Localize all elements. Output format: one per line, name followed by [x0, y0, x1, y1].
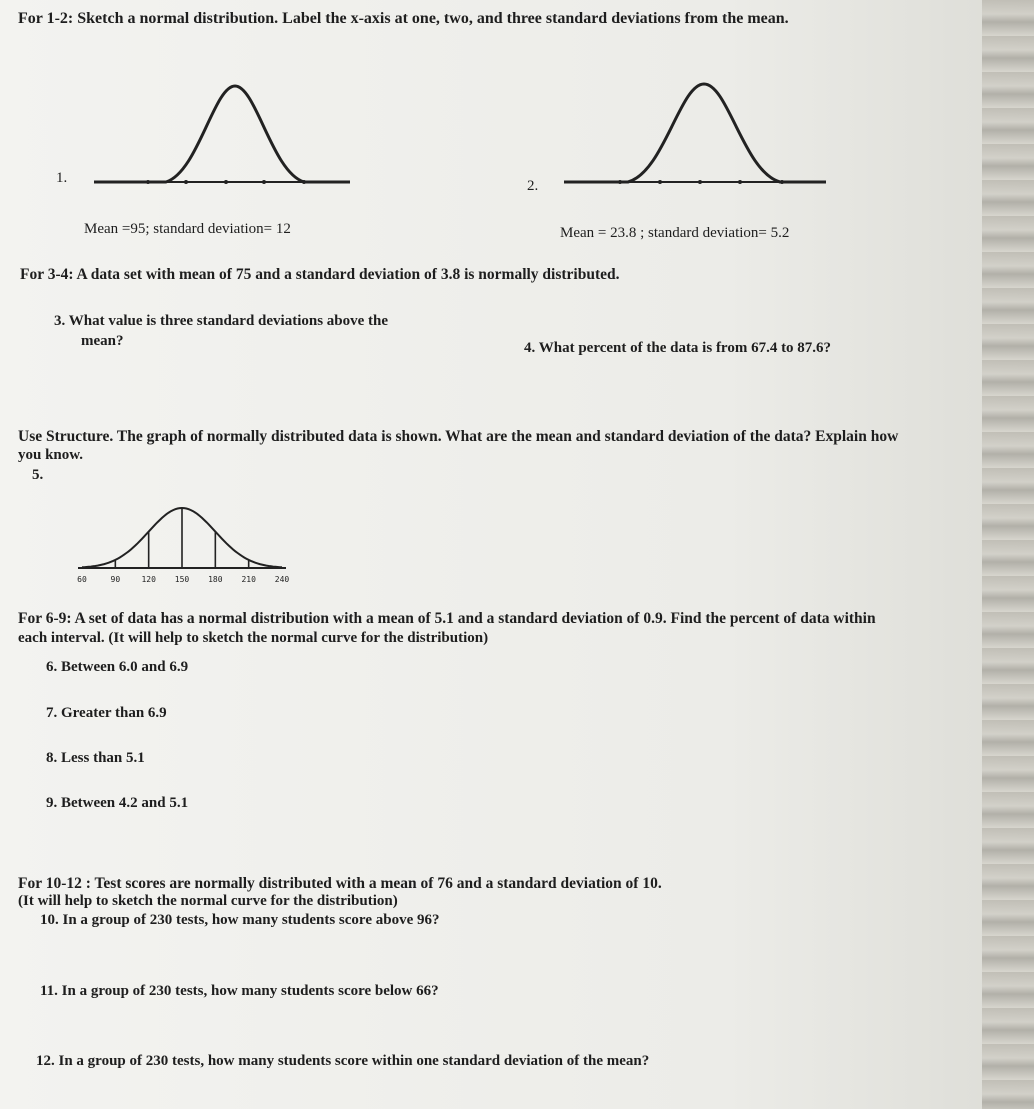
chart-tick-label: 180 — [208, 575, 223, 584]
bell-curve-line — [94, 86, 350, 182]
axis-tick — [262, 180, 266, 184]
question-11: 11. In a group of 230 tests, how many students score below 66? — [40, 983, 439, 999]
axis-tick — [658, 180, 662, 184]
problem-2-normal-curve — [560, 76, 840, 196]
axis-tick — [302, 180, 306, 184]
problem-1-number: 1. — [56, 170, 68, 186]
question-7: 7. Greater than 6.9 — [46, 705, 167, 721]
section-10-12-intro-line-1: For 10-12 : Test scores are normally distributed with a mean of 76 and a standard deviation of 10. — [18, 875, 662, 892]
chart-tick-label: 90 — [110, 575, 121, 584]
question-10: 10. In a group of 230 tests, how many students score above 96? — [40, 912, 440, 928]
problem-2-parameters: Mean = 23.8 ; standard deviation= 5.2 — [560, 225, 790, 241]
question-3-line-2: mean? — [81, 333, 124, 349]
axis-tick — [618, 180, 622, 184]
chart-tick-label: 240 — [274, 575, 290, 584]
axis-tick — [184, 180, 188, 184]
problem-1-normal-curve — [90, 76, 370, 196]
page-edge-shadow — [982, 0, 1034, 1109]
bell-curve-line — [564, 84, 826, 182]
question-5-chart — [70, 496, 310, 596]
question-6: 6. Between 6.0 and 6.9 — [46, 659, 189, 675]
question-9: 9. Between 4.2 and 5.1 — [46, 795, 189, 811]
axis-tick — [224, 180, 228, 184]
section-5-prompt-line-2: you know. — [18, 447, 84, 463]
chart-tick-label: 60 — [77, 575, 87, 584]
question-4: 4. What percent of the data is from 67.4 to 87.6? — [524, 340, 832, 356]
section-6-9-intro-line-2: each interval. (It will help to sketch the normal curve for the distribution) — [18, 630, 489, 646]
axis-tick — [698, 180, 702, 184]
question-12: 12. In a group of 230 tests, how many students score within one standard deviation of the mean? — [36, 1053, 650, 1069]
chart-tick-label: 210 — [241, 575, 256, 584]
header-instructions: For 1-2: Sketch a normal distribution. Label the x-axis at one, two, and three standard deviations from the mean. — [18, 10, 789, 27]
section-6-9-intro-line-1: For 6-9: A set of data has a normal distribution with a mean of 5.1 and a standard deviation of 0.9. Find the percent of data within — [18, 610, 876, 627]
section-3-4-intro: For 3-4: A data set with mean of 75 and a standard deviation of 3.8 is normally distributed. — [20, 266, 620, 283]
question-8: 8. Less than 5.1 — [46, 750, 145, 766]
problem-2-number: 2. — [527, 178, 539, 194]
axis-tick — [780, 180, 784, 184]
question-5-number: 5. — [32, 467, 44, 483]
chart-tick-label: 150 — [174, 575, 190, 584]
chart-tick-label: 120 — [141, 575, 156, 584]
axis-tick — [738, 180, 742, 184]
section-5-prompt-line-1: Use Structure. The graph of normally distributed data is shown. What are the mean and standard deviation of the data? Explain how — [18, 428, 899, 445]
problem-1-parameters: Mean =95; standard deviation= 12 — [84, 221, 291, 237]
question-3-line-1: 3. What value is three standard deviations above the — [54, 313, 389, 329]
axis-tick — [146, 180, 150, 184]
section-10-12-intro-line-2: (It will help to sketch the normal curve for the distribution) — [18, 893, 398, 909]
